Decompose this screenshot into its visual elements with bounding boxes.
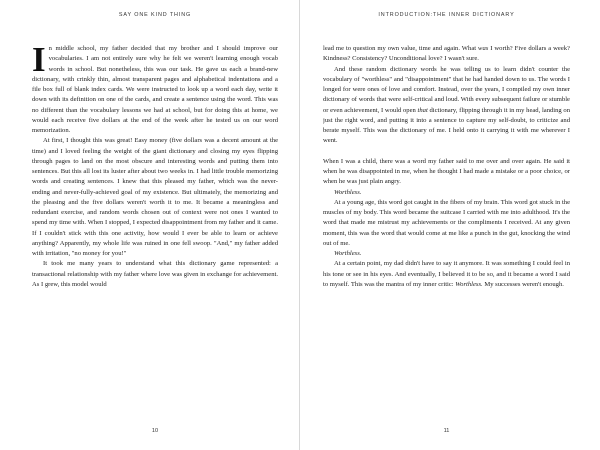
left-paragraph-3: It took me many years to understand what this dictionary game represented: a transactional relationship with my father where love was given in exchange for achievement. As I grew, this model would bbox=[32, 260, 278, 288]
right-paragraph-4: At a young age, this word got caught in the fibers of my brain. This word got stuck in the muscles of my body. This word became the suitcase I carried with me into adulthood. It's the word that made me mistrust my achievements or the compliments I received. At any given moment, this was the word that would come at me like a punch in the gut, knocking the wind out of me. bbox=[323, 198, 570, 247]
running-head-left: SAY ONE KIND THING bbox=[118, 12, 192, 18]
left-page-body bbox=[32, 44, 278, 412]
running-head-right: INTRODUCTION:THE INNER DICTIONARY bbox=[378, 12, 515, 18]
right-paragraph-3: When I was a child, there was a word my father said to me over and over again. He said it when he was disappointed in me, when he thought I had made a mistake or a poor choice, or when he was just plain angry. bbox=[323, 157, 570, 186]
worthless-line-1: Worthless. bbox=[334, 188, 362, 196]
page-number-right: 11 bbox=[443, 428, 450, 434]
drop-cap: I bbox=[32, 44, 46, 79]
left-paragraph-2: At first, I thought this was great! Easy money (five dollars was a decent amount at the time) and I loved feeling the weight of the giant dictionary and closing my eyes flipping through pages to land on the most obscure and interesting words and putting them into sentences. But this all lost its luster after about two weeks in. I had little trouble memorizing words and creating sentences. I knew that this pleased my father, which was the never-ending and never-fully-achieved goal of my existence. But ultimately, the memorizing and the pleasing and the five dollars weren't worth it to me. It became a meaningless and redundant exercise, and random words chosen out of context were not ones I wanted to spend my time with. When I stopped, I expected disappointment from my father and it came. If I couldn't stick with this one activity, how would I ever be able to learn or achieve anything? Apparently, my whole life was ruined in one fell swoop. "And," my father added with irritation, "no money for you!" bbox=[32, 137, 278, 257]
right-page-body bbox=[323, 44, 570, 412]
left-paragraph-1-text: n middle school, my father decided that my brother and I should improve our vocabularies. I am not entirely sure why he felt we weren't learning enough vocab words in school. But nonetheless, this was our task. He gave us each a brand-new dictionary, with crinkly thin, almost transparent pages and alphabetical indentations and a file box full of blank index cards. We were instructed to look up a word each day, write it down with its definition on one of the cards, and create a sentence using the word. This was no different than the vocabulary lessons we had at school, but for doing this at home, we would each receive five dollars at the end of the week after he tested us on our word memorization. bbox=[32, 45, 278, 134]
right-page bbox=[300, 0, 600, 450]
right-paragraph-5: At a certain point, my dad didn't have to say it anymore. It was something I could feel in his tone or see in his eyes. And eventually, I believed it to be so, and it became a word I said to myself. This was the mantra of my inner critic: Worthless. My successes weren't enough. bbox=[323, 260, 570, 288]
worthless-line-2: Worthless. bbox=[334, 250, 362, 257]
right-paragraph-2: And these random dictionary words he was telling us to learn didn't counter the vocabulary of "worthless" and "disappointment" that he had handed down to us. The words I longed for were ones of love and comfort. Instead, over the years, I compiled my own inner dictionary of words that were self-critical and loud. With every subsequent failure or stumble or even achievement, I would open that dictionary, flipping through it in my head, landing on just the right word, and putting it into a sentence to capture my self-doubt, to criticize and berate myself. This was the dictionary of me. I held onto it carrying it with me wherever I went. bbox=[323, 65, 570, 145]
left-paragraph-1 bbox=[32, 44, 278, 136]
page-number-left: 10 bbox=[151, 428, 159, 434]
right-paragraph-1: lead me to question my own value, time and again. What was I worth? Five dollars a week? Kindness? Consistency? Unconditional love? I wasn't sure. bbox=[323, 45, 570, 63]
